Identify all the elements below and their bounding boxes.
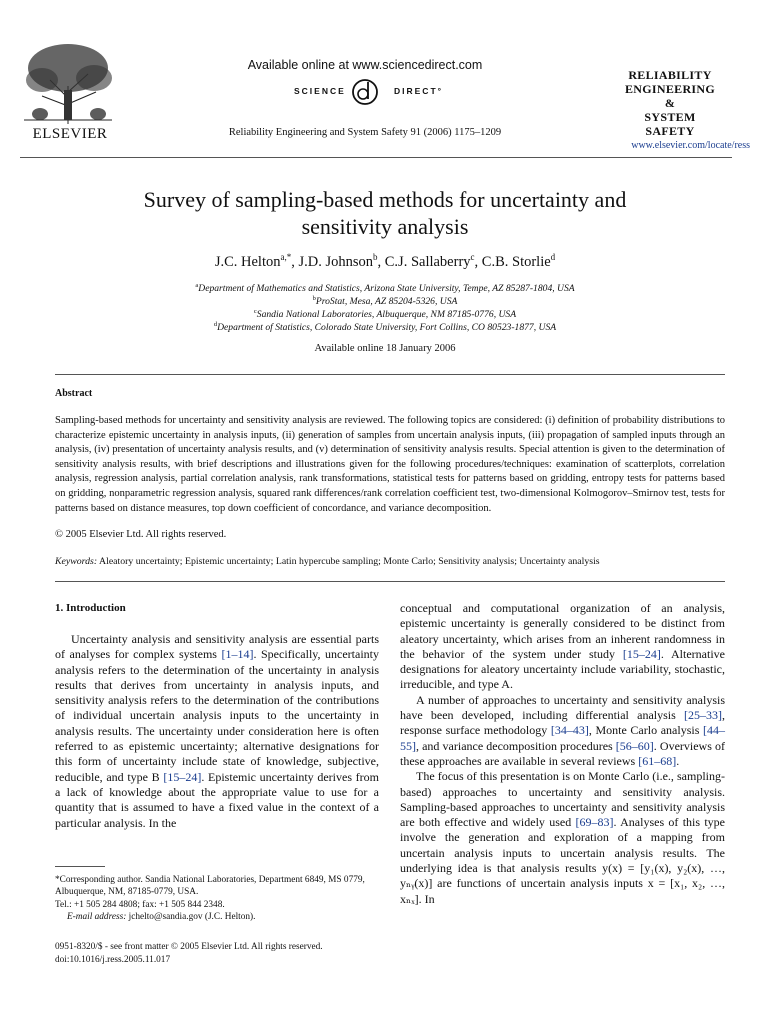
affiliation-sup: c bbox=[253, 308, 257, 315]
abstract-divider bbox=[55, 374, 725, 375]
sd-left-word: SCIENCE bbox=[294, 86, 346, 96]
citation-link[interactable]: [56–60] bbox=[615, 738, 654, 753]
affiliation-text: Department of Mathematics and Statistics, Arizona State University, Tempe, AZ 85287-1804, USA bbox=[198, 283, 575, 295]
citation-link[interactable]: [15–24] bbox=[163, 769, 202, 784]
text-run: . Alternative designations for aleatory uncertainty include variability, stochastic, irreducible, and type A. bbox=[400, 646, 725, 692]
journal-title-line: SAFETY bbox=[645, 124, 695, 138]
sciencedirect-d-icon bbox=[348, 76, 382, 106]
text-run: . Epistemic uncertainty derives from a lack of knowledge about the appropriate value to use for a quantity that is assumed to have a fixed value in the context of a particular analysis. In the bbox=[55, 769, 379, 830]
title-line-1: Survey of sampling-based methods for uncertainty and bbox=[143, 187, 627, 212]
author-sup: c bbox=[470, 252, 475, 262]
paragraph bbox=[400, 769, 725, 907]
text-run: A number of approaches to uncertainty and sensitivity analysis have been developed, including differential analysis bbox=[400, 692, 725, 723]
citation-link[interactable]: [1–14] bbox=[221, 647, 254, 662]
sd-right-word: DIRECT° bbox=[394, 86, 444, 96]
corresponding-author-note: *Corresponding author. Sandia National Laboratories, Department 6849, MS 0779, Albuquerque, NM, 87185-0779, USA. bbox=[55, 875, 365, 898]
journal-citation: Reliability Engineering and System Safety 91 (2006) 1175–1209 bbox=[228, 127, 502, 138]
author-name: C.J. Sallaberry bbox=[384, 253, 471, 270]
text-run: , and variance decomposition procedures bbox=[416, 738, 616, 753]
author-sup: d bbox=[550, 252, 556, 262]
affiliation-sup: d bbox=[213, 321, 218, 328]
citation-link[interactable]: [69–83] bbox=[575, 815, 614, 830]
doi[interactable]: doi:10.1016/j.ress.2005.11.017 bbox=[55, 955, 171, 965]
text-run: . bbox=[676, 753, 680, 768]
journal-title-line: & bbox=[664, 96, 676, 110]
citation-link[interactable]: [61–68] bbox=[638, 753, 677, 768]
affiliation-sup: a bbox=[195, 282, 199, 289]
author-name: J.D. Johnson bbox=[298, 253, 373, 270]
email-label: E-mail address: bbox=[67, 912, 127, 922]
left-column bbox=[55, 632, 379, 831]
author-sup[interactable]: a,* bbox=[280, 252, 292, 262]
affiliation bbox=[120, 282, 650, 294]
author-list: J.C. Helton$^{a,*}$, J.D. Johnson$^b$, C.J. Sallaberry$^c$, C.B. Storlie$^d$ bbox=[214, 252, 556, 270]
available-online-text[interactable]: Available online at www.sciencedirect.com bbox=[247, 58, 483, 72]
citation-link[interactable]: [34–43] bbox=[550, 723, 589, 738]
affiliation-text: Department of Statistics, Colorado State University, Fort Collins, CO 80523-1877, USA bbox=[217, 322, 557, 334]
citation-link[interactable]: [15–24] bbox=[622, 646, 661, 661]
paragraph bbox=[55, 632, 379, 831]
journal-url-link[interactable]: www.elsevier.com/locate/ress bbox=[631, 140, 750, 151]
keywords bbox=[55, 556, 725, 567]
text-run: . Analyses of this type involve the generation and exploration of a mapping from uncertain analysis inputs to uncertain analysis results. The underlying idea is that analysis results y(x) = [y₁(x), y₂(x), …, yₙᵧ(x)] are functions of uncertain analysis inputs x = [x₁, x₂, …, xₙₓ]. In bbox=[400, 815, 726, 906]
journal-title-line: RELIABILITY bbox=[628, 68, 712, 82]
text-run: The focus of this presentation is on Monte Carlo (i.e., sampling-based) approaches to uncertainty and sensitivity analysis. Sampling-based approaches to uncertainty and sensitivity analysis are both effective and widely used bbox=[400, 769, 725, 830]
abstract-text: Sampling-based methods for uncertainty and sensitivity analysis are reviewed. The following topics are considered: (i) definition of probability distributions to characterize epistemic uncertainty in analysis inputs, (ii) generation of samples from uncertain analysis inputs, (iii) propagation of sampled inputs through an analysis, (iv) presentation of uncertainty analysis results, and (v) determination of sensitivity analysis results. Special attention is given to the determination of sensitivity analysis results, with brief descriptions and illustrations given for the following procedures/techniques: examination of scatterplots, correlation analysis, regression analysis, partial correlation analysis, rank transformations, statistical tests for patterns based on gridding, entropy tests for patterns based on gridding, nonparametric regression analysis, squared rank differences/rank correlation coefficient test, two-dimensional Kolmogorov–Smirnov test, tests for patterns based on distance measures, top down coefficient of concordance, and variance decomposition. bbox=[55, 415, 725, 514]
affiliation bbox=[120, 295, 650, 307]
affiliation bbox=[120, 308, 650, 320]
footnote-divider bbox=[55, 866, 105, 867]
title-line-2: sensitivity analysis bbox=[301, 214, 469, 239]
abstract-heading: Abstract bbox=[55, 388, 93, 399]
front-matter: 0951-8320/$ - see front matter © 2005 Elsevier Ltd. All rights reserved. bbox=[55, 942, 323, 952]
available-date: Available online 18 January 2006 bbox=[314, 343, 456, 354]
citation-link[interactable]: [44–55] bbox=[400, 723, 725, 753]
header-divider bbox=[20, 157, 732, 158]
keywords-text: Aleatory uncertainty; Epistemic uncertainty; Latin hypercube sampling; Monte Carlo; Sensitivity analysis; Uncertainty analysis bbox=[99, 556, 600, 567]
section-heading: 1. Introduction bbox=[55, 602, 126, 614]
journal-title-line: ENGINEERING bbox=[625, 82, 715, 96]
text-run: , response surface methodology bbox=[400, 708, 725, 738]
keywords-divider bbox=[55, 581, 725, 582]
journal-title-line: SYSTEM bbox=[644, 110, 696, 124]
affiliation bbox=[120, 321, 650, 333]
paragraph bbox=[400, 693, 725, 769]
abstract-copyright: © 2005 Elsevier Ltd. All rights reserved. bbox=[55, 529, 227, 540]
publisher-name: ELSEVIER bbox=[32, 126, 108, 142]
right-column bbox=[400, 601, 725, 907]
email-line bbox=[55, 911, 392, 923]
phone-fax: Tel.: +1 505 284 4808; fax: +1 505 844 2348. bbox=[55, 900, 225, 910]
paragraph bbox=[400, 601, 725, 693]
author-sup: b bbox=[373, 252, 378, 262]
author-name: C.B. Storlie bbox=[481, 253, 551, 270]
text-run: Uncertainty analysis and sensitivity analysis are essential parts of analyses for complex systems bbox=[55, 632, 379, 662]
author-name: J.C. Helton bbox=[214, 253, 281, 270]
sciencedirect-logo bbox=[270, 78, 470, 108]
article-title bbox=[80, 186, 690, 240]
text-run: . Specifically, uncertainty analysis refers to the determination of the uncertainty in analysis results that derives from uncertainty in analysis inputs, and sensitivity analysis refers to the determination of the contributions of individual uncertain analysis inputs to the uncertainty in analysis results. The uncertainty under consideration here is often referred to as epistemic uncertainty; alternative designations for this form of uncertainty include state of knowledge, subjective, reducible, and type B bbox=[55, 647, 379, 784]
email-address[interactable]: jchelto@sandia.gov (J.C. Helton). bbox=[128, 912, 256, 922]
citation-link[interactable]: [25–33] bbox=[684, 708, 722, 723]
elsevier-tree-logo bbox=[20, 40, 116, 124]
text-run: conceptual and computational organization of an analysis, epistemic uncertainty is generally considered to be distinct from aleatory uncertainty, which arises from an inherent randomness in the behavior of the system under study bbox=[400, 601, 725, 661]
affiliation-text: Sandia National Laboratories, Albuquerque, NM 87185-0776, USA bbox=[256, 309, 517, 321]
affiliation-text: ProStat, Mesa, AZ 85204-5326, USA bbox=[315, 296, 458, 308]
keywords-label: Keywords: bbox=[55, 556, 98, 567]
affiliation-sup: b bbox=[312, 295, 316, 302]
journal-title bbox=[600, 68, 740, 138]
text-run: , Monte Carlo analysis bbox=[588, 723, 703, 738]
text-run: . Overviews of these approaches are available in several reviews bbox=[400, 738, 725, 768]
